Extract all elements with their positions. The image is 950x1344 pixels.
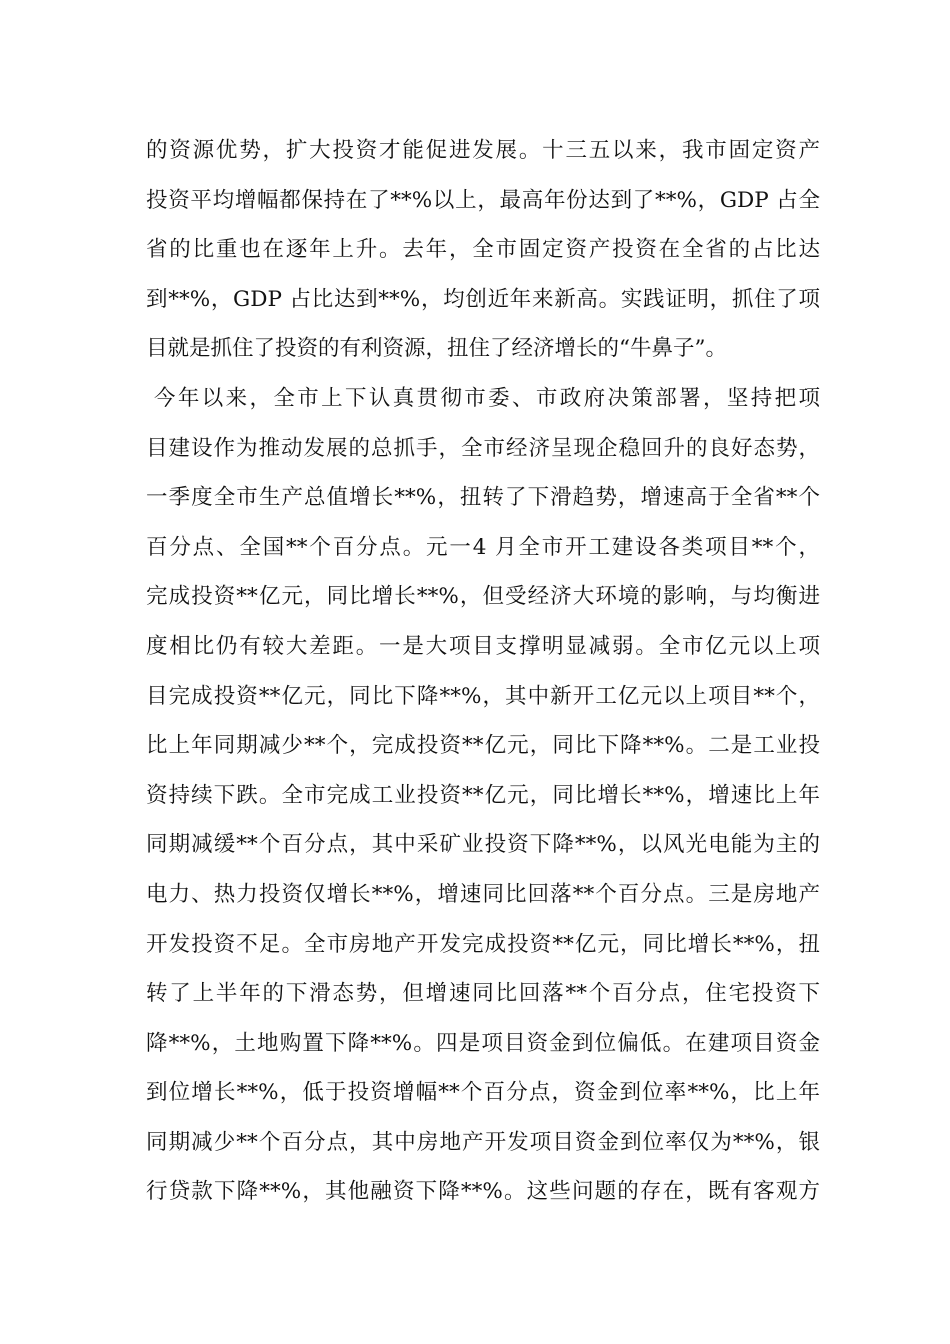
- text-line: 投资平均增幅都保持在了**%以上，最高年份达到了**%，GDP 占全: [146, 187, 820, 213]
- text-line: 同期减缓**个百分点，其中采矿业投资下降**%，以风光电能为主的: [146, 832, 820, 858]
- text-line: 行贷款下降**%，其他融资下降**%。这些问题的存在，既有客观方: [146, 1179, 820, 1205]
- text-line: 比上年同期减少**个，完成投资**亿元，同比下降**%。二是工业投: [146, 733, 820, 759]
- text-line: 到**%，GDP 占比达到**%，均创近年来新高。实践证明，抓住了项: [146, 286, 820, 312]
- text-line: 百分点、全国**个百分点。元一4 月全市开工建设各类项目**个，: [146, 534, 820, 560]
- text-line: 转了上半年的下滑态势，但增速同比回落**个百分点，住宅投资下: [146, 981, 820, 1007]
- text-line: 目完成投资**亿元，同比下降**%，其中新开工亿元以上项目**个，: [146, 683, 820, 709]
- text-line: 完成投资**亿元，同比增长**%，但受经济大环境的影响，与均衡进: [146, 584, 820, 610]
- text-line: 目建设作为推动发展的总抓手，全市经济呈现企稳回升的良好态势，: [146, 435, 820, 461]
- text-line: 度相比仍有较大差距。一是大项目支撑明显减弱。全市亿元以上项: [146, 633, 820, 659]
- text-line: 电力、热力投资仅增长**%，增速同比回落**个百分点。三是房地产: [146, 881, 820, 907]
- text-line: 目就是抓住了投资的有利资源，扭住了经济增长的“牛鼻子”。: [146, 336, 727, 362]
- paragraph-start-line: 今年以来，全市上下认真贯彻市委、市政府决策部署，坚持把项: [154, 385, 820, 411]
- text-line: 降**%，土地购置下降**%。四是项目资金到位偏低。在建项目资金: [146, 1030, 820, 1056]
- text-line: 开发投资不足。全市房地产开发完成投资**亿元，同比增长**%，扭: [146, 931, 820, 957]
- text-line: 的资源优势，扩大投资才能促进发展。十三五以来，我市固定资产: [146, 138, 820, 163]
- document-body: [146, 126, 820, 1217]
- text-line: 省的比重也在逐年上升。去年，全市固定资产投资在全省的占比达: [146, 237, 820, 263]
- text-line: 同期减少**个百分点，其中房地产开发项目资金到位率仅为**%，银: [146, 1129, 820, 1155]
- text-line: 到位增长**%，低于投资增幅**个百分点，资金到位率**%，比上年: [146, 1080, 820, 1106]
- text-line: 一季度全市生产总值增长**%，扭转了下滑趋势，增速高于全省**个: [146, 485, 820, 511]
- text-line: 资持续下跌。全市完成工业投资**亿元，同比增长**%，增速比上年: [146, 782, 820, 808]
